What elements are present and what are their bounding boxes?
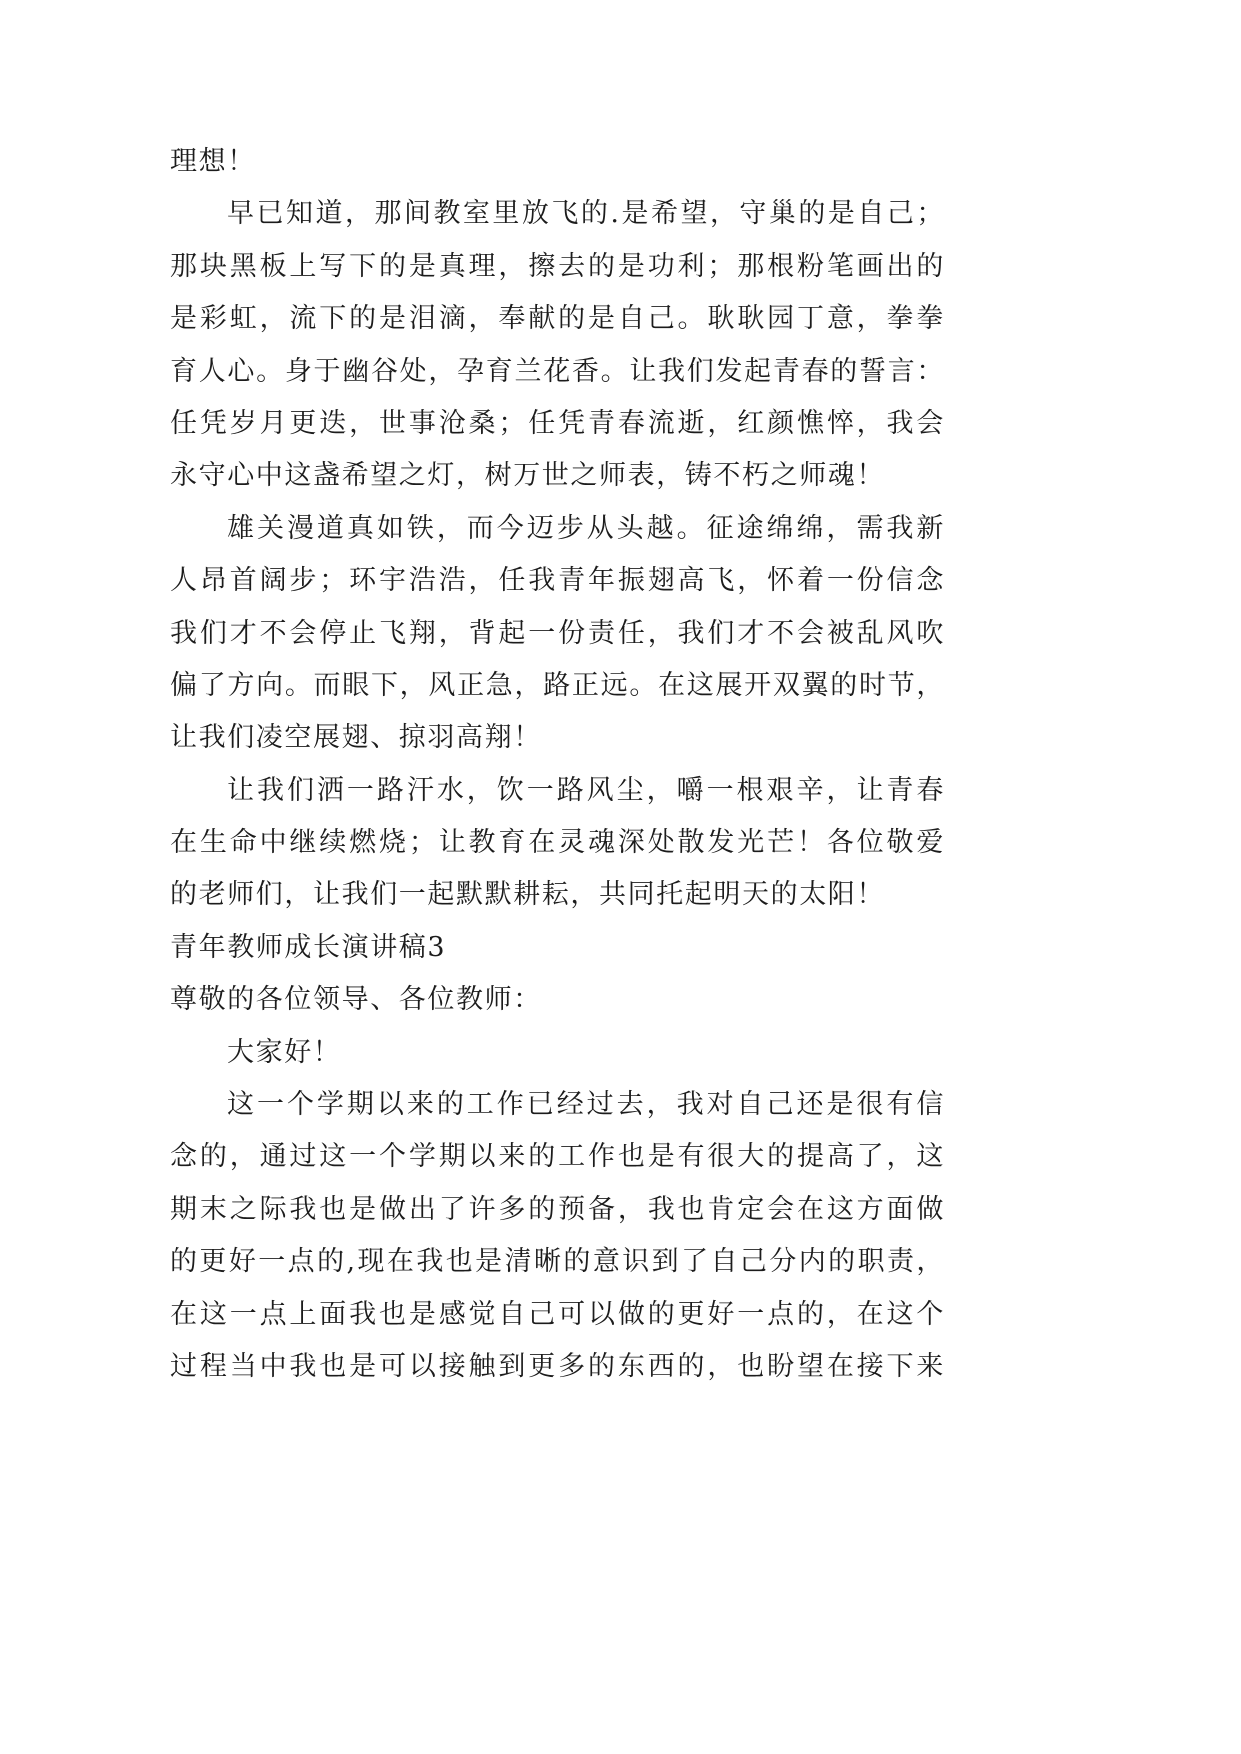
paragraph-3-line-3: 的老师们，让我们一起默默耕耘，共同托起明天的太阳！ (170, 879, 885, 911)
section-heading: 青年教师成长演讲稿3 (170, 931, 447, 963)
paragraph-1-line-2: 那块黑板上写下的是真理，擦去的是功利；那根粉笔画出的 (170, 250, 945, 282)
paragraph-4-line-1: 这一个学期以来的工作已经过去，我对自己还是很有信 (227, 1089, 945, 1121)
paragraph-4-line-3: 期末之际我也是做出了许多的预备，我也肯定会在这方面做 (170, 1193, 945, 1225)
paragraph-1-line-1: 早已知道，那间教室里放飞的.是希望，守巢的是自己； (227, 198, 945, 230)
document-page (170, 136, 945, 1393)
paragraph-3-line-2: 在生命中继续燃烧；让教育在灵魂深处散发光芒！各位敬爱 (170, 827, 945, 859)
continued-paragraph (170, 136, 945, 188)
greeting: 大家好！ (227, 1036, 342, 1068)
paragraph-1-line-6: 永守心中这盏希望之灯，树万世之师表，铸不朽之师魂！ (170, 460, 885, 492)
paragraph-3-line-1: 让我们洒一路汗水，饮一路风尘，嚼一根艰辛，让青春 (227, 774, 945, 806)
paragraph-2-line-2: 人昂首阔步；环宇浩浩，任我青年振翅高飞，怀着一份信念 (170, 565, 945, 597)
paragraph-4-line-6: 过程当中我也是可以接触到更多的东西的，也盼望在接下来 (170, 1350, 945, 1382)
paragraph-1 (170, 188, 945, 502)
paragraph-1-line-4: 育人心。身于幽谷处，孕育兰花香。让我们发起青春的誓言： (170, 355, 945, 387)
paragraph-4-line-2: 念的，通过这一个学期以来的工作也是有很大的提高了，这 (170, 1141, 945, 1173)
paragraph-2-line-4: 偏了方向。而眼下，风正急，路正远。在这展开双翼的时节， (170, 669, 945, 701)
paragraph-2-line-1: 雄关漫道真如铁，而今迈步从头越。征途绵绵，需我新 (227, 512, 945, 544)
paragraph-2-line-5: 让我们凌空展翅、掠羽高翔！ (170, 722, 542, 754)
salutation: 尊敬的各位领导、各位教师： (170, 984, 542, 1016)
paragraph-2 (170, 503, 945, 765)
paragraph-1-line-3: 是彩虹，流下的是泪滴，奉献的是自己。耿耿园丁意，拳拳 (170, 303, 945, 335)
paragraph-2-line-3: 我们才不会停止飞翔，背起一份责任，我们才不会被乱风吹 (170, 617, 945, 649)
continued-paragraph-line: 理想！ (170, 146, 256, 177)
paragraph-4-line-5: 在这一点上面我也是感觉自己可以做的更好一点的，在这个 (170, 1298, 945, 1330)
paragraph-4-line-4: 的更好一点的,现在我也是清晰的意识到了自己分内的职责， (170, 1246, 945, 1278)
paragraph-1-line-5: 任凭岁月更迭，世事沧桑；任凭青春流逝，红颜憔悴，我会 (170, 407, 945, 439)
paragraph-4 (170, 1079, 945, 1393)
paragraph-3 (170, 765, 945, 922)
